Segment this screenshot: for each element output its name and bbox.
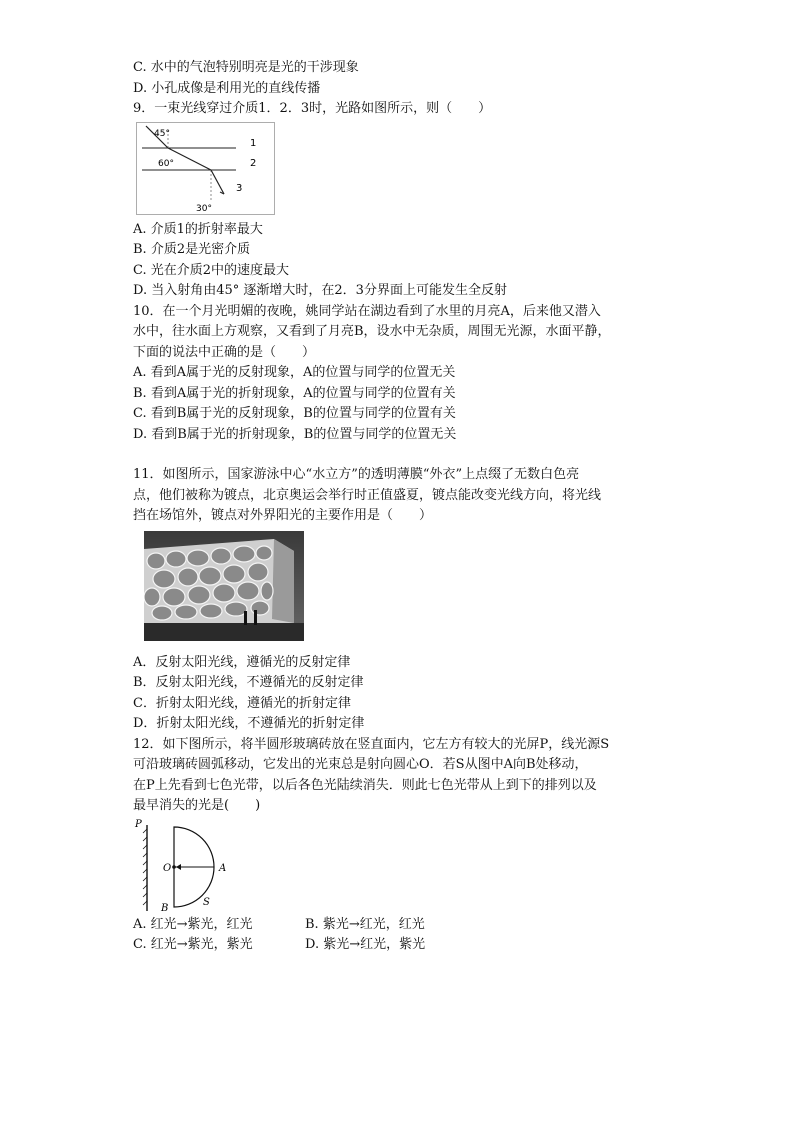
q12-stem-line-2: 可沿玻璃砖圆弧移动，它发出的光束总是射向圆心O．若S从图中A向B处移动， bbox=[133, 757, 588, 772]
q12-center-o bbox=[172, 865, 176, 869]
q11-option-d: D．折射太阳光线，不遵循光的折射定律 bbox=[133, 716, 365, 731]
q10-stem-line-1: 10．在一个月光明媚的夜晚，姚同学站在湖边看到了水里的月亮A，后来他又潜入 bbox=[133, 303, 601, 319]
q10-stem-line-3: 下面的说法中正确的是（ ） bbox=[133, 344, 316, 360]
q12-option-d: D. 紫光→红光，紫光 bbox=[305, 937, 426, 952]
q12-option-c: C. 红光→紫光，紫光 bbox=[133, 937, 253, 952]
q9-option-c: C. 光在介质2中的速度最大 bbox=[133, 262, 290, 278]
q11-building-side bbox=[272, 539, 294, 623]
q12-label-o: O bbox=[163, 862, 172, 874]
q8-option-d: D. 小孔成像是利用光的直线传播 bbox=[133, 80, 321, 96]
q9-stem: 9．一束光线穿过介质1．2．3时，光路如图所示，则（ ） bbox=[133, 101, 492, 116]
q9-option-b: B. 介质2是光密介质 bbox=[133, 242, 251, 257]
q11-option-c: C．折射太阳光线，遵循光的折射定律 bbox=[133, 695, 351, 711]
q12-stem-line-1: 12．如下图所示，将半圆形玻璃砖放在竖直面内，它左方有较大的光屏P，线光源S bbox=[133, 736, 610, 752]
q11-stem-line-2: 点，他们被称为镀点，北京奥运会举行时正值盛夏，镀点能改变光线方向，将光线 bbox=[133, 487, 602, 503]
q12-option-a: A. 红光→紫光，红光 bbox=[133, 916, 253, 932]
q9-angle-mid: 60° bbox=[158, 158, 174, 169]
spacer bbox=[133, 445, 678, 465]
q11-figure-person-1 bbox=[244, 611, 247, 625]
q11-figure-person-2 bbox=[254, 610, 257, 625]
q12-stem-line-4: 最早消失的光是( ) bbox=[133, 798, 261, 813]
q11-water-cube-photo bbox=[133, 531, 678, 653]
q10-option-d: D. 看到B属于光的折射现象，B的位置与同学的位置无关 bbox=[133, 426, 457, 442]
q11-photo-ground bbox=[144, 623, 304, 641]
q9-medium-label-3: 3 bbox=[236, 182, 243, 194]
q12-options-row-2 bbox=[133, 935, 678, 956]
q10-stem-line-2: 水中，往水面上方观察，又看到了月亮B，设水中无杂质，周围无光源，水面平静， bbox=[133, 324, 611, 339]
q10-option-b: B. 看到A属于光的折射现象，A的位置与同学的位置有关 bbox=[133, 385, 456, 401]
q9-medium-label-1: 1 bbox=[250, 137, 257, 149]
q11-option-b: B．反射太阳光线，不遵循光的反射定律 bbox=[133, 675, 364, 690]
q9-refraction-figure bbox=[133, 122, 678, 220]
q11-option-a: A．反射太阳光线，遵循光的反射定律 bbox=[133, 654, 351, 670]
q9-angle-top: 45° bbox=[154, 128, 170, 139]
q12-figure-svg bbox=[133, 817, 243, 915]
q10-option-a: A. 看到A属于光的反射现象，A的位置与同学的位置无关 bbox=[133, 365, 456, 380]
q12-beam-arrow bbox=[176, 864, 181, 870]
q9-angle-bottom: 30° bbox=[196, 203, 212, 214]
q9-option-d: D. 当入射角由45° 逐渐增大时，在2．3分界面上可能发生全反射 bbox=[133, 283, 507, 298]
q12-options-row-1 bbox=[133, 915, 678, 936]
q11-bubble-pattern bbox=[144, 546, 273, 620]
q12-label-s: S bbox=[203, 896, 210, 908]
worksheet-page bbox=[133, 58, 678, 956]
q12-stem-line-3: 在P上先看到七色光带，以后各色光陆续消失．则此七色光带从上到下的排列以及 bbox=[133, 777, 597, 793]
q8-option-c: C. 水中的气泡特别明亮是光的干涉现象 bbox=[133, 60, 359, 75]
q11-photo-svg bbox=[144, 531, 304, 641]
q12-semicircle-figure bbox=[133, 817, 678, 915]
q12-label-a: A bbox=[219, 862, 227, 874]
q10-option-c: C. 看到B属于光的反射现象，B的位置与同学的位置有关 bbox=[133, 406, 456, 421]
q12-label-p: P bbox=[135, 818, 142, 830]
q12-option-b: B. 紫光→红光，红光 bbox=[305, 916, 425, 932]
q11-stem-line-3: 挡在场馆外，镀点对外界阳光的主要作用是（ ） bbox=[133, 508, 433, 523]
q11-stem-line-1: 11．如图所示，国家游泳中心“水立方”的透明薄膜“外衣”上点缀了无数白色亮 bbox=[133, 467, 580, 482]
q9-medium-label-2: 2 bbox=[250, 157, 257, 169]
q9-figure-svg bbox=[136, 122, 276, 216]
q12-label-b: B bbox=[161, 902, 169, 914]
q9-option-a: A. 介质1的折射率最大 bbox=[133, 221, 263, 237]
